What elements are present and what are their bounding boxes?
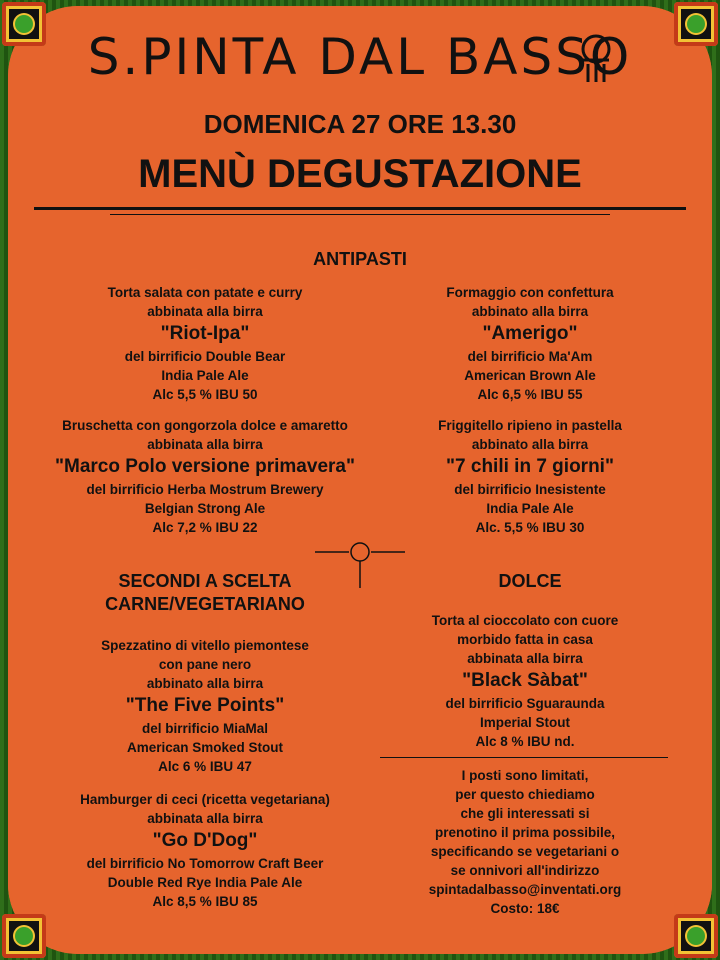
corner-ornament-icon [2,914,46,958]
menu-item [20,416,390,537]
dish-name: Friggitello ripieno in pastella [438,418,622,433]
beer-specs: Alc 6 % IBU 47 [158,759,252,774]
beer-name: "Marco Polo versione primavera" [55,456,355,477]
page-title: MENÙ DEGUSTAZIONE [138,152,582,196]
brewery-name: del birrificio MiaMal [141,721,269,736]
notice-line: specificando se vegetariani o [430,844,620,859]
menu-item [40,636,370,776]
menu-item [30,790,380,911]
secondi-heading-line: CARNE/VEGETARIANO [105,594,305,614]
beer-style: India Pale Ale [161,368,249,383]
beer-specs: Alc. 5,5 % IBU 30 [475,520,585,535]
contact-email: spintadalbasso@inventati.org [428,882,622,897]
dish-name: Hamburger di ceci (ricetta vegetariana) [80,792,330,807]
brewery-name: del birrificio Herba Mostrum Brewery [86,482,324,497]
menu-item [40,283,370,404]
dish-name: Bruschetta con gongorzola dolce e amaretto [62,418,348,433]
title-divider [34,207,686,210]
menu-item [380,416,680,537]
beer-name: "Riot-Ipa" [160,323,250,344]
section-heading-secondi [40,570,370,616]
pairing-text: abbinata alla birra [147,437,263,452]
pairing-text: abbinato alla birra [471,437,589,452]
beer-name: "The Five Points" [125,695,285,716]
notice-line: I posti sono limitati, [461,768,589,783]
beer-style: Double Red Rye India Pale Ale [107,875,303,890]
dish-name: Torta salata con patate e curry [107,285,303,300]
dish-name: Torta al cioccolato con cuore [431,613,619,628]
beer-specs: Alc 8 % IBU nd. [475,734,575,749]
menu-item [370,611,680,751]
beer-name: "7 chili in 7 giorni" [446,456,614,477]
menu-item [380,283,680,404]
beer-style: India Pale Ale [486,501,574,516]
dish-name: Spezzatino di vitello piemontese [101,638,309,653]
beer-name: "Go D'Dog" [152,830,258,851]
notice-line: che gli interessati si [460,806,590,821]
beer-specs: Alc 5,5 % IBU 50 [152,387,258,402]
pairing-text: abbinata alla birra [147,304,263,319]
dish-name: morbido fatta in casa [457,632,593,647]
secondi-heading-line: SECONDI A SCELTA [118,571,292,591]
pairing-text: abbinato alla birra [471,304,589,319]
beer-name: "Black Sàbat" [462,670,588,691]
brand-title: S.PINTA DAL BASSO [87,28,633,86]
event-date: DOMENICA 27 ORE 13.30 [203,109,517,139]
beer-specs: Alc 7,2 % IBU 22 [152,520,258,535]
pint-glass-logo-icon [578,34,614,84]
beer-specs: Alc 6,5 % IBU 55 [477,387,583,402]
beer-name: "Amerigo" [482,323,578,344]
dish-name: Formaggio con confettura [446,285,614,300]
booking-notice [370,766,680,918]
corner-ornament-icon [674,914,718,958]
beer-style: American Smoked Stout [126,740,284,755]
beer-style: Belgian Strong Ale [144,501,266,516]
beer-specs: Alc 8,5 % IBU 85 [152,894,258,909]
brewery-name: del birrificio Inesistente [454,482,606,497]
brewery-name: del birrificio No Tomorrow Craft Beer [86,856,324,871]
dish-name: con pane nero [158,657,252,672]
notice-line: prenotino il prima possibile, [434,825,616,840]
price-label: Costo: 18€ [490,901,560,916]
pairing-text: abbinata alla birra [147,811,263,826]
notice-line: per questo chiediamo [455,787,595,802]
pairing-text: abbinato alla birra [146,676,264,691]
notice-divider [380,757,668,758]
beer-style: American Brown Ale [464,368,596,383]
brewery-name: del birrificio Double Bear [124,349,286,364]
brewery-name: del birrificio Sguaraunda [445,696,605,711]
title-divider-thin [110,214,610,215]
section-heading-antipasti: ANTIPASTI [313,249,407,269]
pairing-text: abbinata alla birra [467,651,583,666]
section-heading-dolce: DOLCE [498,571,562,591]
notice-line: se onnivori all'indirizzo [450,863,600,878]
brewery-name: del birrificio Ma'Am [467,349,593,364]
beer-style: Imperial Stout [479,715,570,730]
